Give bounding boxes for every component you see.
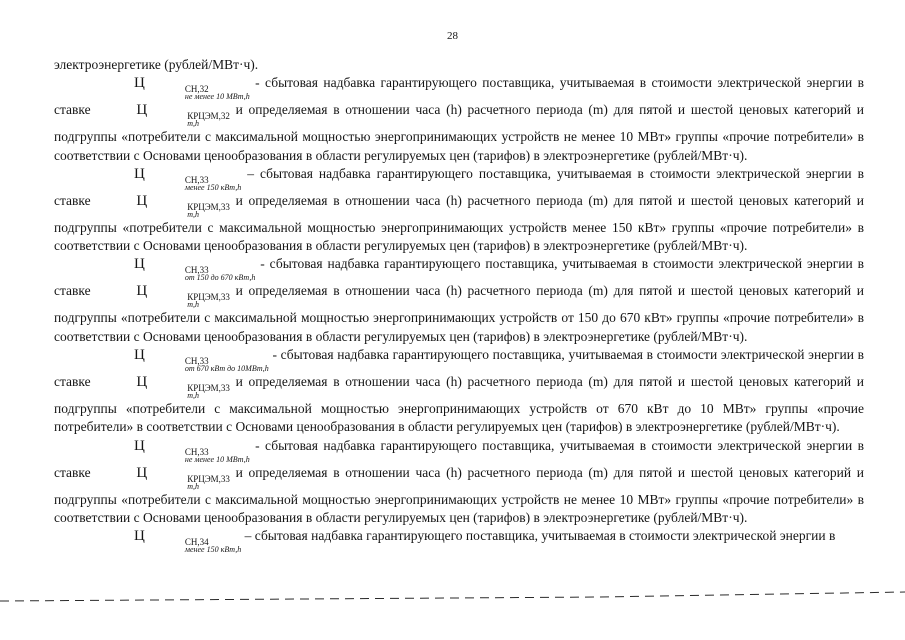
- paragraph-5-text-b: и определяемая в отношении часа (h) расчетного периода (m) для пятой и шестой ценовых категорий и подгруппы «потребители с максимальной мощностью энергопринимающих устройств не менее 10 МВт» группы «прочие потребители» в соответствии с Основами ценообразования в области регулируемых цен (тарифов) в электроэнергетике (рублей/МВт·ч).: [54, 464, 864, 525]
- paragraph-4: [54, 346, 864, 437]
- rate-symbol-4: Ц КРЦЭМ,33 m,h: [136, 374, 230, 401]
- tariff-symbol-3: Ц СН,33 от 150 до 670 кВт,h: [134, 256, 256, 283]
- intro-line: электроэнергетике (рублей/МВт·ч).: [54, 57, 259, 72]
- paragraph-6: [54, 527, 864, 554]
- paragraph-2-text-a: – сбытовая надбавка гарантирующего поставщика, учитываемая в стоимости электрической энергии в ставке: [54, 165, 864, 208]
- paragraph-3-text-a: - сбытовая надбавка гарантирующего поставщика, учитываемая в стоимости электрической энергии в ставке: [54, 256, 864, 299]
- tariff-symbol-1: Ц СН,32 не менее 10 МВт,h: [134, 75, 250, 102]
- page-number: 28: [447, 30, 458, 42]
- paragraph-3: [54, 255, 864, 346]
- paragraph-6-text-a: – сбытовая надбавка гарантирующего поставщика, учитываемая в стоимости электрической энергии в: [241, 528, 836, 544]
- tariff-symbol-5: Ц СН,33 не менее 10 МВт,h: [134, 437, 250, 464]
- rate-symbol-2: Ц КРЦЭМ,33 m,h: [136, 192, 230, 219]
- rate-symbol-3: Ц КРЦЭМ,33 m,h: [136, 283, 230, 310]
- rate-symbol-5: Ц КРЦЭМ,33 m,h: [136, 464, 230, 491]
- tariff-symbol-6: Ц СН,34 менее 150 кВт,h: [134, 528, 242, 555]
- page-break-dashed-line: [0, 581, 905, 603]
- tariff-symbol-2: Ц СН,33 менее 150 кВт,h: [134, 165, 242, 192]
- paragraph-4-text-a: - сбытовая надбавка гарантирующего поставщика, учитываемая в стоимости электрической энергии в ставке: [54, 347, 864, 390]
- paragraph-1-text-b: и определяемая в отношении часа (h) расчетного периода (m) для пятой и шестой ценовых категорий и подгруппы «потребители с максимальной мощностью энергопринимающих устройств не менее 10 МВт» группы «прочие потребители» в соответствии с Основами ценообразования в области регулируемых цен (тарифов) в электроэнергетике (рублей/МВт·ч).: [54, 102, 864, 163]
- rate-symbol-1: Ц КРЦЭМ,32 m,h: [136, 102, 230, 129]
- paragraph-2: [54, 165, 864, 256]
- paragraph-4-text-b: и определяемая в отношении часа (h) расчетного периода (m) для пятой и шестой ценовых категорий и подгруппы «потребители с максимальной мощностью энергопринимающих устройств от 670 кВт до 10 МВт» группы «прочие потребители» в соответствии с Основами ценообразования в области регулируемых цен (тарифов) в электроэнергетике (рублей/МВт·ч).: [54, 374, 864, 435]
- paragraph-5-text-a: - сбытовая надбавка гарантирующего поставщика, учитываемая в стоимости электрической энергии в ставке: [54, 437, 864, 480]
- paragraph-1-text-a: - сбытовая надбавка гарантирующего поставщика, учитываемая в стоимости электрической энергии в ставке: [54, 75, 864, 118]
- paragraph-3-text-b: и определяемая в отношении часа (h) расчетного периода (m) для пятой и шестой ценовых категорий и подгруппы «потребители с максимальной мощностью энергопринимающих устройств от 150 до 670 кВт» группы «прочие потребители» в соответствии с Основами ценообразования в области регулируемых цен (тарифов) в электроэнергетике (рублей/МВт·ч).: [54, 283, 864, 344]
- paragraph-5: [54, 437, 864, 528]
- paragraph-1: [54, 74, 864, 165]
- tariff-symbol-4: Ц СН,33 от 670 кВт до 10МВт,h: [134, 347, 269, 374]
- paragraph-2-text-b: и определяемая в отношении часа (h) расчетного периода (m) для пятой и шестой ценовых категорий и подгруппы «потребители с максимальной мощностью энергопринимающих устройств менее 150 кВт» группы «прочие потребители» в соответствии с Основами ценообразования в области регулируемых цен (тарифов) в электроэнергетике (рублей/МВт·ч).: [54, 192, 864, 254]
- body-text: [54, 56, 864, 554]
